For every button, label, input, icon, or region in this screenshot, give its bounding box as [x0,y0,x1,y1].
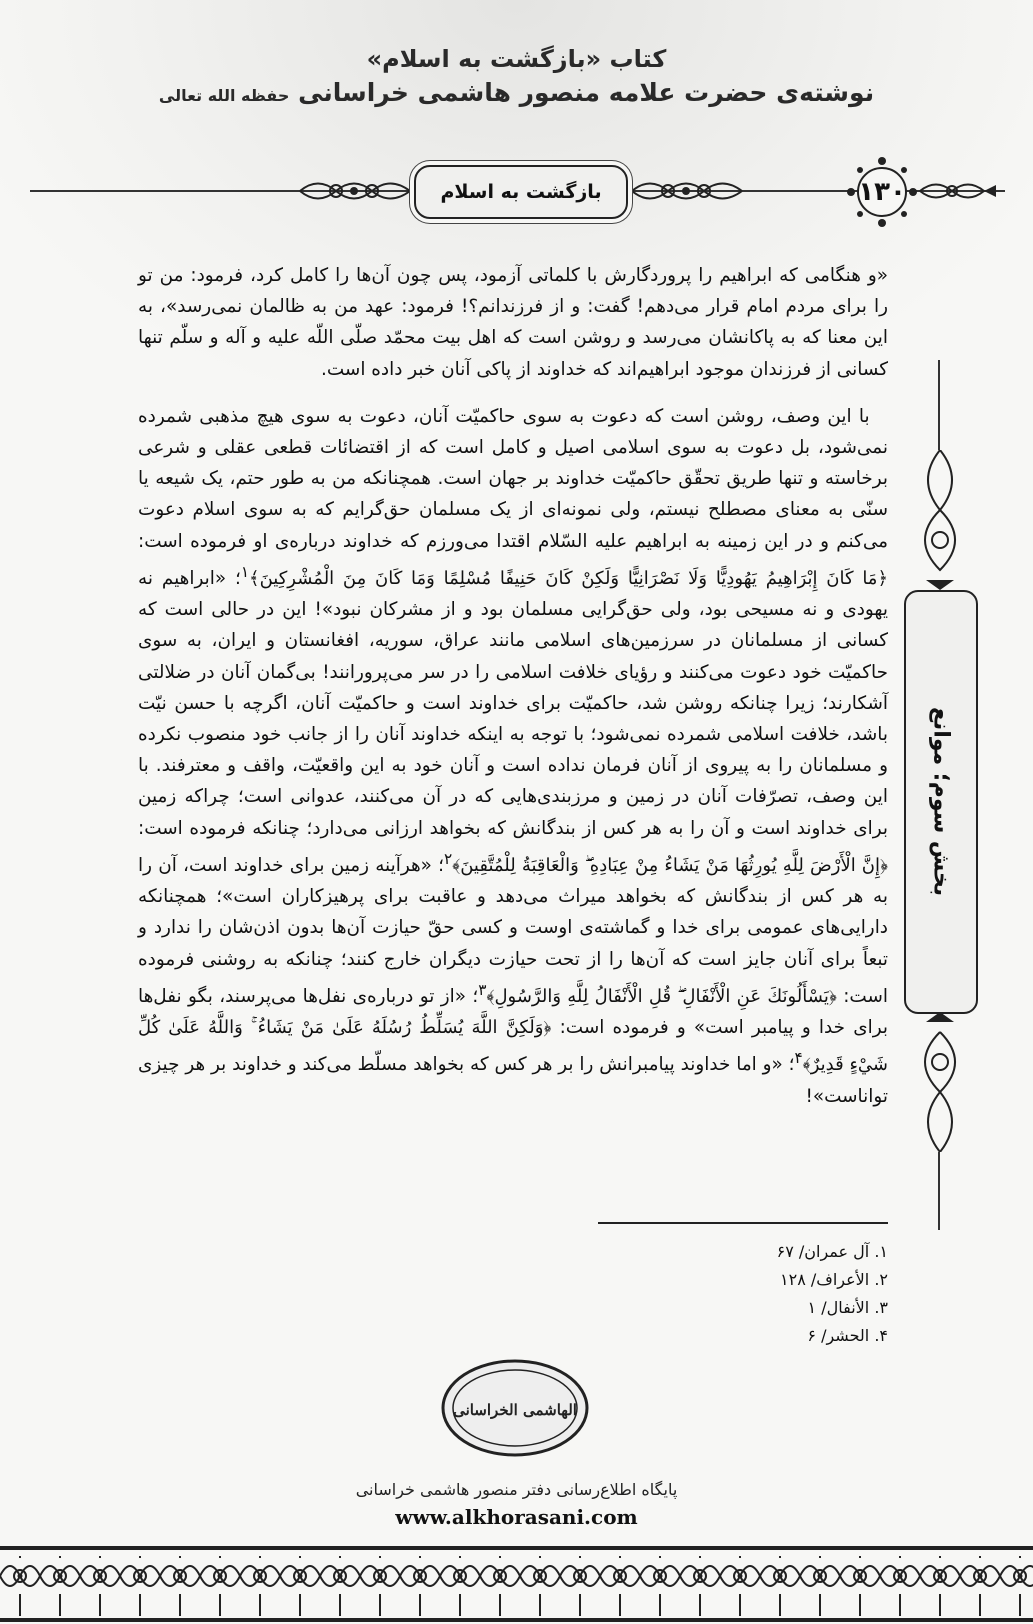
main-text [138,260,888,1112]
footnote-item: ۲. الأعراف/ ۱۲۸ [780,1270,888,1289]
footnotes [638,1238,888,1350]
author-honorific: حفظه الله تعالی [158,86,290,105]
side-label-frame [904,590,978,1014]
quran-verse: ﴿وَلَكِنَّ اللَّهَ يُسَلِّطُ رُسُلَهُ عَلَىٰ مَنْ يَشَاءُ ۚ وَاللَّهُ عَلَىٰ كُلِّ شَيْءٍ قَدِيرٌ﴾ [138,1017,888,1076]
footnote-item: ۱. آل عمران/ ۶۷ [776,1242,888,1261]
left-ornament-icon [298,172,414,210]
page-number-badge [846,156,918,228]
footnote-ref: ۲ [444,849,453,868]
book-author [0,76,1033,113]
page-header [30,152,1005,232]
quran-verse: ﴿يَسْأَلُونَكَ عَنِ الْأَنْفَالِ ۖ قُلِ الْأَنْفَالُ لِلَّهِ وَالرَّسُولِ﴾ [486,985,837,1007]
side-label: بخش سوم؛ موانع [928,707,954,897]
paragraph-text: ؛ «و اما خداوند پیامبرانش را بر هر کس که بخواهد مسلّط می‌کند و خداوند بر هر چیزی تواناست»! [138,1054,888,1107]
seal-text: الهاشمی الخراسانی [453,1401,577,1419]
footnote-separator [598,1222,888,1224]
footnote-item: ۳. الأنفال/ ۱ [807,1298,888,1317]
section-title-frame [414,165,628,219]
author-name: نوشته‌ی حضرت علامه منصور هاشمی خراسانی [298,78,875,107]
paragraph-text: ؛ «ابراهیم نه یهودی و نه مسیحی بود، ولی حق‌گرایی مسلمان بود و از مشرکان نبود»! این در حالی است که کسانی از مسلمانان در سرزمین‌های اسلامی مانند عراق، سوریه، افغانستان و ایران، به سوی حاکمیّت خود دعوت می‌کنند و رؤیای خلافت اسلامی را در سر می‌پرورانند! بی‌گمان آنان در ضلالتی آشکارند؛ زیرا چنانکه روشن شد، حاکمیّت برای خداوند است و حاکمیّت آنان، اگرچه با حسن نیّت باشد، خلافت اسلامی شمرده نمی‌شود؛ با توجه به اینکه خداوند آنان را از جانب خود منصوب نکرده و مسلمانان را به پیروی از آنان فرمان نداده است و آنان خود به این واقعیّت، واقف و معترفند. با این وصف، تصرّفات آنان در زمین و مرزبندی‌هایی که در آن می‌کنند، عدوانی است؛ چراکه زمین برای خداوند است و آن را به هر کس از بندگانش که بخواهد ارزانی می‌دارد؛ چنانکه فرموده است: [138,567,888,839]
paragraph [138,401,888,1112]
paragraph-text: ؛ «هرآینه زمین برای خداوند است، آن را به هر کس از بندگانش که بخواهد میراث می‌دهد و عاقبت برای پرهیزکاران است»؛ همچنانکه دارایی‌های عمومی برای خدا و گماشته‌ی اوست و کسی حقّ حیازت آن‌ها بدون اذن‌شان را ندارد و تبعاً برای آنان جایز است که آن‌ها را از تحت حیازت دیگران خارج کنند؛ چنانکه به روشنی فرموده است: [138,854,888,1007]
far-right-ornament-icon [918,176,998,206]
paragraph: «و هنگامی که ابراهیم را پروردگارش با کلماتی آزمود، پس چون آن‌ها را کامل کرد، فرمود: من تو را برای مردم امام قرار می‌دهم! گفت: و از فرزندانم؟! فرمود: عهد من به ظالمان نمی‌رسد»، به این معنا که به پاکانشان می‌رسد و روشن است که اهل بیت محمّد صلّی اللّه علیه و آله و سلّم تنها کسانی از فرزندان موجود ابراهیم‌اند که خداوند از پاکی آنان خبر داده است. [138,265,888,380]
quran-verse: ﴿إِنَّ الْأَرْضَ لِلَّهِ يُورِثُهَا مَنْ يَشَاءُ مِنْ عِبَادِهِ ۖ وَالْعَاقِبَةُ لِلْمُتَّقِينَ﴾ [452,854,888,876]
site-caption: پایگاه اطلاع‌رسانی دفتر منصور هاشمی خراسانی [355,1480,678,1499]
book-title-block [0,42,1033,113]
footnote-ref: ۴ [794,1049,803,1068]
page-number: ۱۳۰ [858,177,906,207]
section-title: بازگشت به اسلام [440,181,602,203]
paragraph-text: با این وصف، روشن است که دعوت به سوی حاکمیّت آنان، دعوت به سوی هیچ مذهبی شمرده نمی‌شود، بل دعوت به سوی اسلامی اصیل و کامل است که از اقتضائات قطعی عقلی و شرعی برخاسته و تنها طریق تحقّق حاکمیّت خداوند بر جهان است. همچنانکه من به طور حتم، یک شیعه یا سنّی به معنای مصطلح نیستم، ولی نمونه‌ای از یک مسلمان حق‌گرایم که به سوی اسلام دعوت می‌کنم و در این زمینه به ابراهیم علیه السّلام اقتدا می‌ورزم که خداوند درباره‌ی او فرموده است: [138,405,888,552]
footnote-ref: ۳ [478,980,487,999]
seal-logo-icon [440,1358,590,1458]
side-section-tab [900,360,980,1230]
side-stem-bottom [938,1152,940,1230]
quran-verse: ﴿مَا كَانَ إِبْرَاهِيمُ يَهُودِيًّا وَلَا نَصْرَانِيًّا وَلَكِنْ كَانَ حَنِيفًا مُسْلِمًا وَمَا كَانَ مِنَ الْمُشْرِكِينَ﴾ [249,567,888,589]
footnote-item: ۴. الحشر/ ۶ [807,1326,888,1345]
right-ornament-icon [630,172,746,210]
book-title: کتاب «بازگشت به اسلام» [366,45,667,73]
footnote-ref: ۱ [240,562,250,581]
side-stem-top [938,360,940,450]
paragraph-text: ؛ «از تو درباره‌ی نفل‌ها می‌پرسند، بگو نفل‌ها برای خدا و پیامبر است» و فرموده است: [138,985,888,1039]
site-url[interactable]: www.alkhorasani.com [395,1505,638,1529]
side-top-ornament-icon [906,450,974,590]
bottom-border-ornament-icon [0,1546,1033,1624]
side-bottom-ornament-icon [906,1012,974,1152]
